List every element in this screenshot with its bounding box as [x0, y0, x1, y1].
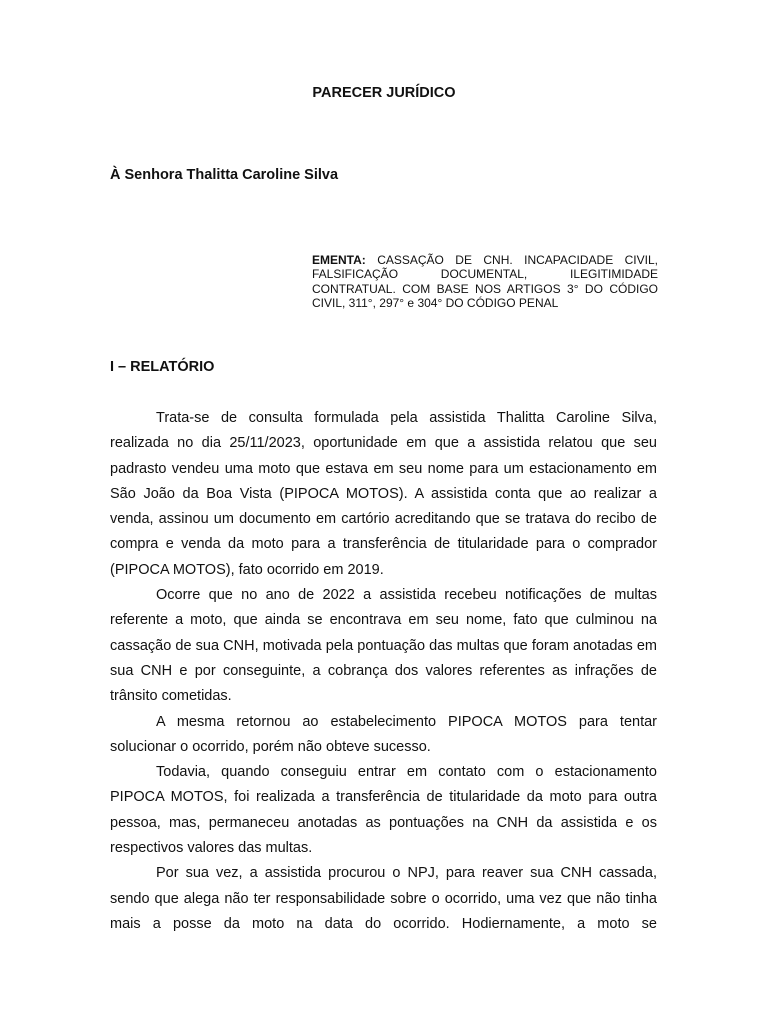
ementa-text: CASSAÇÃO DE CNH. INCAPACIDADE CIVIL, FALSIFICAÇÃO DOCUMENTAL, ILEGITIMIDADE CONTRATUAL. COM BASE NOS ARTIGOS 3° DO CÓDIGO CIVIL, 311°, 297° e 304° DO CÓDIGO PENAL: [312, 253, 658, 311]
body-paragraph: Ocorre que no ano de 2022 a assistida recebeu notificações de multas referente a moto, que ainda se encontrava em seu nome, fato que culminou na cassação de sua CNH, motivada pela pontuação das multas que foram anotadas em sua CNH e por conseguinte, a cobrança dos valores referentes as infrações de trânsito cometidas.: [110, 587, 657, 705]
body-paragraph: Trata-se de consulta formulada pela assistida Thalitta Caroline Silva, realizada no dia 25/11/2023, oportunidade em que a assistida relatou que seu padrasto vendeu uma moto que estava em seu nome para um estacionamento em São João da Boa Vista (PIPOCA MOTOS). A assistida conta que ao realizar a venda, assinou um documento em cartório acreditando que se tratava do recibo de compra e venda da moto para a transferência de titularidade para o comprador (PIPOCA MOTOS), fato ocorrido em 2019.: [110, 410, 657, 578]
ementa-label: EMENTA:: [312, 253, 366, 267]
body-text: [110, 406, 657, 937]
section-heading-relatorio: I – RELATÓRIO: [110, 359, 215, 375]
ementa-block: [312, 253, 658, 311]
body-paragraph: Todavia, quando conseguiu entrar em contato com o estacionamento PIPOCA MOTOS, foi realizada a transferência de titularidade da moto para outra pessoa, mas, permaneceu anotadas as pontuações na CNH da assistida e os respectivos valores das multas.: [110, 764, 657, 857]
addressee-line: À Senhora Thalitta Caroline Silva: [110, 167, 339, 183]
document-title: PARECER JURÍDICO: [312, 85, 456, 101]
body-paragraph: A mesma retornou ao estabelecimento PIPOCA MOTOS para tentar solucionar o ocorrido, porém não obteve sucesso.: [110, 713, 657, 755]
body-paragraph: Por sua vez, a assistida procurou o NPJ, para reaver sua CNH cassada, sendo que alega não ter responsabilidade sobre o ocorrido, uma vez que não tinha mais a posse da moto na data do ocorrido. Hodiernamente, a moto se: [110, 865, 657, 932]
